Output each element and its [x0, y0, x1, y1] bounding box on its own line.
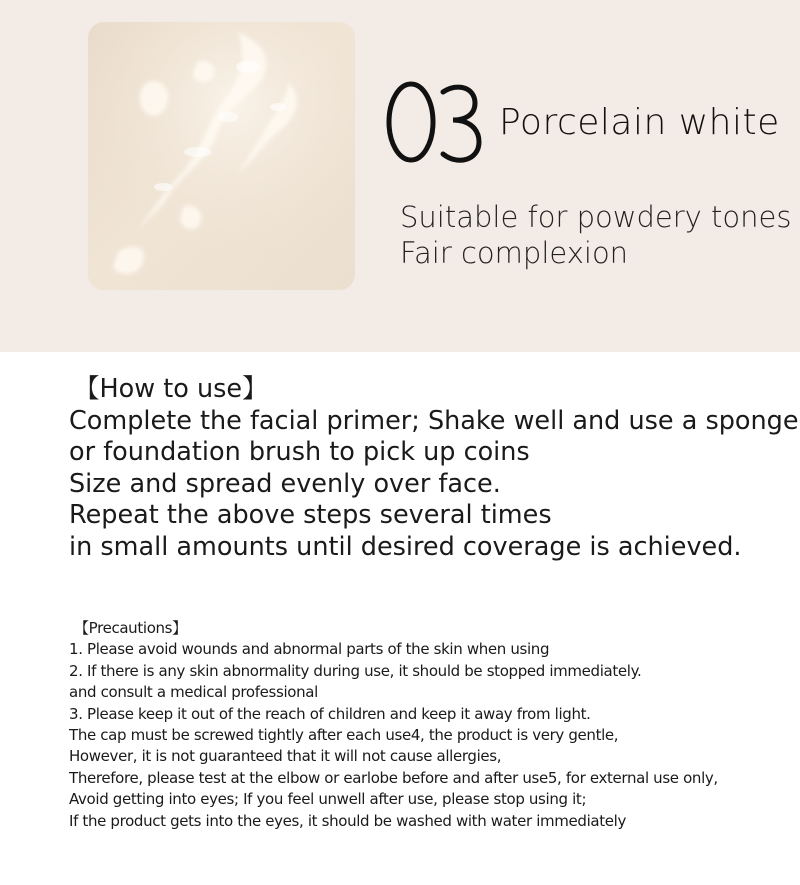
how-to-use-line: in small amounts until desired coverage is achieved.	[69, 531, 742, 562]
shade-description-line: Fair complexion	[400, 236, 629, 270]
precautions-line: and consult a medical professional	[69, 683, 318, 702]
precautions-line: 2. If there is any skin abnormality during use, it should be stopped immediately.	[69, 661, 642, 680]
how-to-use-line: Repeat the above steps several times	[69, 500, 552, 530]
texture-image	[88, 22, 355, 290]
product-texture-swatch	[88, 22, 355, 290]
precautions-line: Therefore, please test at the elbow or earlobe before and after use5, for external use only,	[69, 768, 718, 787]
how-to-use-line: Complete the facial primer; Shake well and use a sponge	[69, 405, 799, 436]
how-to-use-line: Size and spread evenly over face.	[69, 468, 501, 499]
how-to-use-heading: 【How to use】	[74, 374, 268, 404]
precautions-line: 1. Please avoid wounds and abnormal parts of the skin when using	[69, 640, 550, 659]
how-to-use-section	[69, 374, 799, 563]
shade-number-graphic	[383, 70, 483, 170]
how-to-use-line: or foundation brush to pick up coins	[69, 437, 530, 467]
precautions-line: The cap must be screwed tightly after each use4, the product is very gentle,	[69, 726, 619, 745]
shade-description	[400, 199, 791, 271]
precautions-line: Avoid getting into eyes; If you feel unwell after use, please stop using it;	[69, 790, 587, 809]
shade-banner	[0, 0, 800, 352]
precautions-line: If the product gets into the eyes, it should be washed with water immediately	[69, 811, 627, 830]
precautions-section	[69, 618, 718, 832]
precautions-line: However, it is not guaranteed that it will not cause allergies,	[69, 747, 502, 766]
precautions-line: 3. Please keep it out of the reach of children and keep it away from light.	[69, 704, 591, 723]
precautions-heading: 【Precautions】	[74, 619, 187, 637]
shade-description-line: Suitable for powdery tones	[400, 200, 792, 234]
shade-name: Porcelain white	[499, 102, 780, 143]
